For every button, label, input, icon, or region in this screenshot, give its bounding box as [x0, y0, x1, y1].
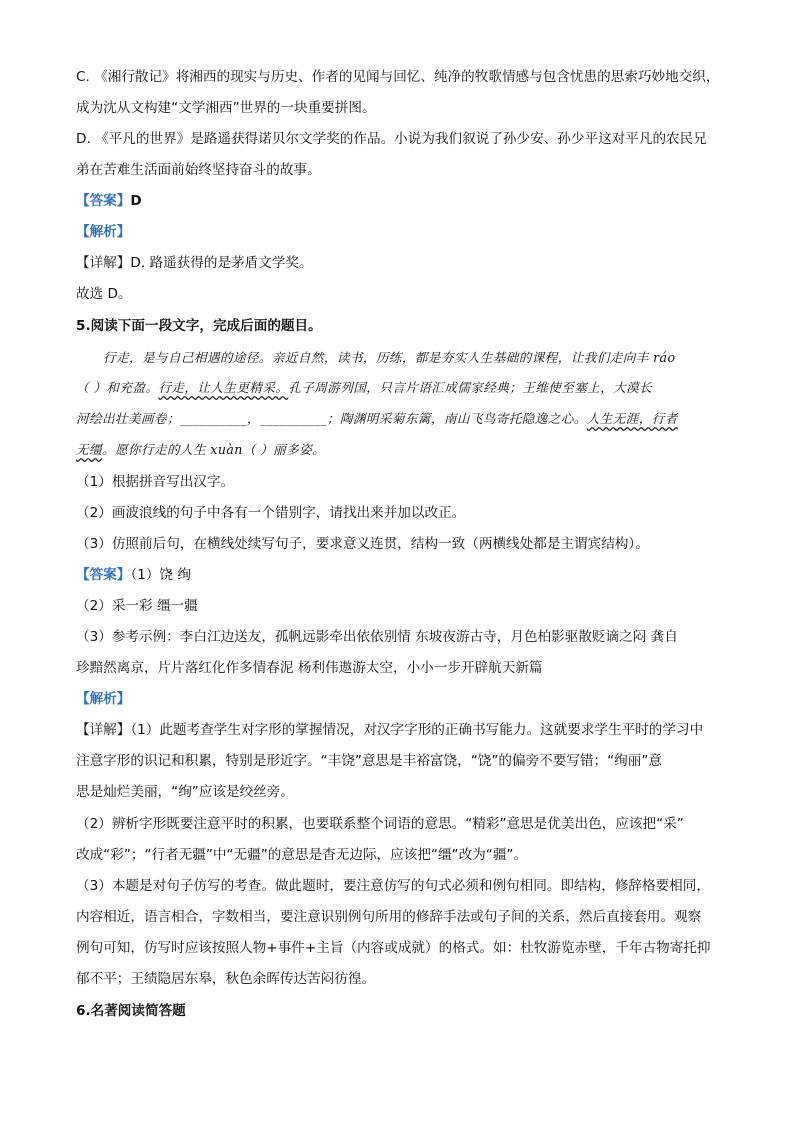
- option-d-line-2: 弟在苦难生活面前始终坚持奋斗的故事。: [76, 162, 321, 178]
- q5-passage-line-3: [76, 409, 678, 429]
- passage-text: ；陶渊明采菊东篱，南山飞鸟寄托隐逸之心。: [326, 411, 587, 426]
- q6-title: 6.名著阅读简答题: [76, 1003, 186, 1019]
- answer-text: （1）饶 绚: [130, 567, 191, 583]
- q4-detail: [76, 253, 313, 273]
- q5-title: 5.阅读下面一段文字，完成后面的题目。: [76, 318, 322, 334]
- wavy-sentence-1: 行走，让人生更精采。: [158, 380, 289, 395]
- q5-sub-1: （1）根据拼音写出汉字。: [76, 474, 235, 490]
- q5-detail-3-line-2: 内容相近，语言相合，字数相当，要注意识别例句所用的修辞手法或句子间的关系，然后直接套用。观察: [76, 909, 702, 925]
- passage-blank-rao: （ ）和充盈。: [76, 380, 159, 395]
- q5-passage-line-1: 行走，是与自己相遇的途径。亲近自然，读书，历练，都是夯实人生基础的课程，让我们走向丰 ráo: [103, 350, 676, 365]
- answer-tag: 【答案】: [76, 567, 131, 583]
- q5-detail-3-line-4: 郁不平；王绩隐居东皋，秋色余晖传达苦闷彷徨。: [76, 971, 376, 987]
- q5-analysis-tag: [76, 689, 130, 709]
- q5-detail-2-line-2: 改成“彩”；“行者无疆”中“无疆”的意思是杳无边际，应该把“缰”改为“疆”。: [76, 847, 528, 863]
- detail-tag: 【详解】: [76, 255, 131, 271]
- q5-passage-line-2: [76, 378, 652, 398]
- q5-detail-3-line-1: （3）本题是对句子仿写的考查。做此题时，要注意仿写的句式必须和例句相同。即结构，修辞格要相同，: [76, 878, 710, 894]
- detail-text: （1）此题考查学生对字形的掌握情况，对汉字字形的正确书写能力。这就要求学生平时的学习中: [130, 722, 704, 738]
- analysis-tag: 【解析】: [76, 691, 131, 707]
- q5-answer-3-line-1: （3）参考示例：李白江边送友，孤帆远影牵出依依别情 东坡夜游古寺，月色柏影驱散贬谪之闷 龚自: [76, 629, 678, 645]
- wavy-sentence-2-part-1: 人生无涯，行者: [586, 411, 678, 426]
- passage-blank-xuan: 。愿你行走的人生 xuàn（ ）丽多姿。: [102, 442, 326, 457]
- q5-answer-2: （2）采一彩 缰一疆: [76, 598, 198, 614]
- q5-answer-3-line-2: 珍黯然离京，片片落红化作多情春泥 杨利伟遨游太空，小小一步开辟航天新篇: [76, 660, 543, 676]
- option-c-line-2: 成为沈从文构建“文学湘西”世界的一块重要拼图。: [76, 100, 376, 116]
- analysis-tag: 【解析】: [76, 224, 131, 240]
- q5-detail-3-line-3: 例句可知，仿写时应该按照人物+事件+主旨（内容或成就）的格式。如：杜牧游览赤壁，千年古物寄托抑: [76, 940, 711, 956]
- passage-text: 孔子周游列国，只言片语汇成儒家经典；王维使至塞上，大漠长: [288, 380, 653, 395]
- detail-text: D. 路遥获得的是茅盾文学奖。: [130, 255, 313, 271]
- answer-value: D: [130, 193, 142, 209]
- detail-tag: 【详解】: [76, 722, 131, 738]
- q5-sub-2: （2）画波浪线的句子中各有一个错别字，请找出来并加以改正。: [76, 505, 466, 521]
- wavy-sentence-2-part-2: 无缰: [76, 442, 102, 457]
- q5-detail-1-line-1: [76, 720, 703, 740]
- option-d-line-1: D. 《平凡的世界》是路遥获得诺贝尔文学奖的作品。小说为我们叙说了孙少安、孙少平这对平凡的农民兄: [76, 131, 707, 147]
- answer-tag: 【答案】: [76, 193, 131, 209]
- q5-detail-1-line-2: 注意字形的识记和积累，特别是形近字。“丰饶”意思是丰裕富饶，“饶”的偏旁不要写错；“绚丽”意: [76, 753, 663, 769]
- q4-analysis-tag: [76, 222, 130, 242]
- passage-fill-blanks: __________，__________: [179, 411, 327, 426]
- option-c-line-1: C. 《湘行散记》将湘西的现实与历史、作者的见闻与回忆、纯净的牧歌情感与包含忧患的思索巧妙地交织，: [76, 69, 720, 85]
- q5-detail-1-line-3: 思是灿烂美丽，“绚”应该是绞丝旁。: [76, 784, 294, 800]
- q5-passage-line-4: [76, 440, 325, 460]
- q5-sub-3: （3）仿照前后句，在横线处续写句子，要求意义连贯，结构一致（两横线处都是主谓宾结构）。: [76, 536, 649, 552]
- passage-text: 河绘出壮美画卷；: [76, 411, 180, 426]
- q5-detail-2-line-1: （2）辨析字形既要注意平时的积累，也要联系整个词语的意思。“精彩”意思是优美出色，应该把“采”: [76, 816, 684, 832]
- q4-conclusion: 故选 D。: [76, 286, 132, 302]
- q4-answer: [76, 191, 142, 211]
- q5-answer-1: [76, 565, 191, 585]
